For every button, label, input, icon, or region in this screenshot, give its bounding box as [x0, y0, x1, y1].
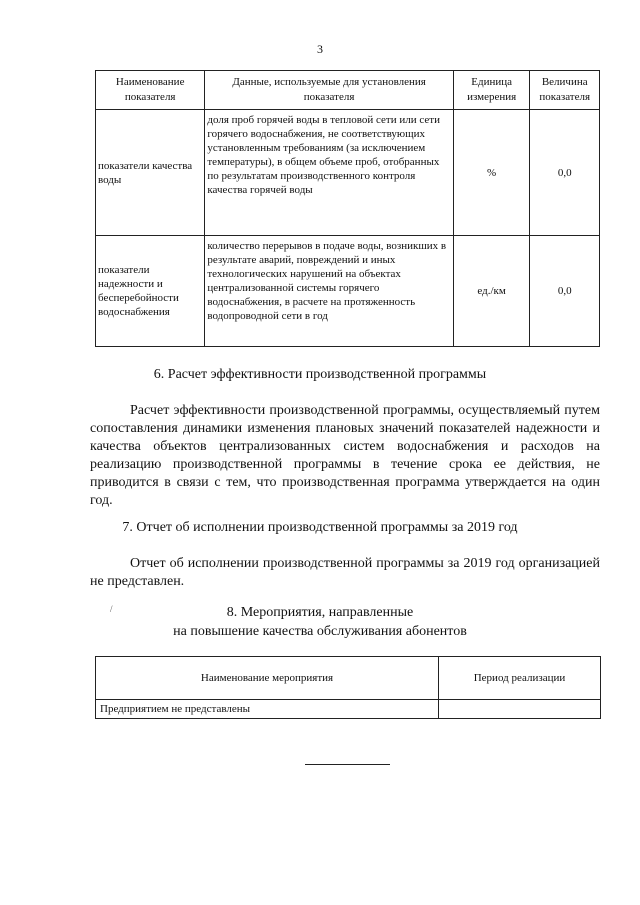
table-row: [96, 236, 600, 347]
section-7-text: [90, 555, 600, 591]
section-8-title-line1: 8. Мероприятия, направленные: [226, 605, 414, 620]
measure-period: [439, 700, 601, 719]
indicator-data: доля проб горячей воды в тепловой сети или сети горячего водоснабжения, не соответствующих установленным требованиям (за исключением температуры), в общем объеме проб, отобранных по результатам производственного контроля качества горячей воды: [205, 110, 453, 236]
section-7-paragraph: Отчет об исполнении производственной программы за 2019 год организацией не представлен.: [90, 556, 600, 589]
indicator-unit: %: [453, 110, 530, 236]
section-6-title: 6. Расчет эффективности производственной программы: [153, 367, 487, 382]
table-row: [96, 110, 600, 236]
table-header-row: [96, 657, 601, 700]
table-header-row: [96, 71, 600, 110]
indicator-name: показатели надежности и бесперебойности водоснабжения: [96, 236, 205, 347]
section-7-title: 7. Отчет об исполнении производственной программы за 2019 год: [122, 520, 518, 535]
measures-table: [95, 656, 601, 719]
column-header: Период реализации: [439, 657, 601, 700]
section-8-title-line2: на повышение качества обслуживания абонентов: [173, 624, 467, 639]
indicator-unit: ед./км: [453, 236, 530, 347]
indicator-name: показатели качества воды: [96, 110, 205, 236]
indicators-table: [95, 70, 600, 347]
indicator-value: 0,0: [530, 236, 600, 347]
column-header: Данные, используемые для установления показателя: [205, 71, 453, 110]
column-header: Наименование мероприятия: [96, 657, 439, 700]
measure-name: Предприятием не представлены: [96, 700, 439, 719]
page-number: 3: [317, 42, 323, 56]
column-header: Единица измерения: [453, 71, 530, 110]
indicator-data: количество перерывов в подаче воды, возникших в результате аварий, повреждений и иных технологических нарушений на объектах централизованной системы горячего водоснабжения, в расчете на протяженность водопроводной сети в год: [205, 236, 453, 347]
column-header: Наименование показателя: [96, 71, 205, 110]
margin-mark: /: [110, 604, 113, 614]
indicator-value: 0,0: [530, 110, 600, 236]
column-header: Величина показателя: [530, 71, 600, 110]
section-6-paragraph: Расчет эффективности производственной программы, осуществляемый путем сопоставления динамики изменения плановых значений показателей надежности и качества объектов централизованных систем водоснабжения и расходов на реализацию производственной программы в течение срока ее действия, не приводится в связи с тем, что производственная программа утверждается на один год.: [90, 403, 600, 508]
section-6-text: [90, 402, 600, 510]
end-divider: [305, 764, 390, 765]
table-row: [96, 700, 601, 719]
